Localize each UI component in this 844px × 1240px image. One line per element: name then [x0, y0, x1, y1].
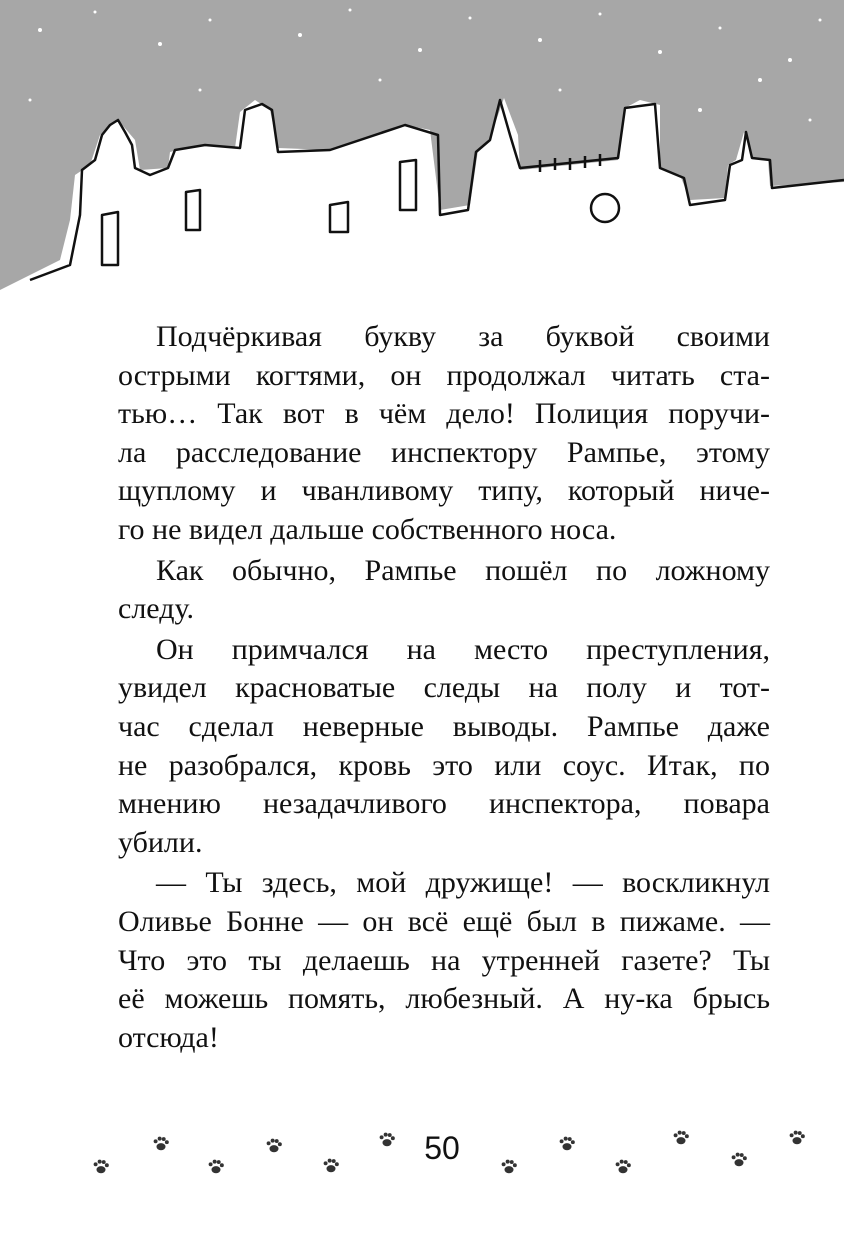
paw-print-icon — [672, 1129, 690, 1147]
paragraph — [118, 318, 770, 550]
paw-print-icon — [265, 1137, 283, 1155]
text-line: увидел красноватые следы на полу и тот- — [118, 671, 770, 705]
text-line: ла расследование инспектору Рампье, этому — [118, 435, 770, 469]
paragraph — [118, 631, 770, 863]
paragraph — [118, 864, 770, 1057]
paw-print-icon — [614, 1158, 632, 1176]
paw-print-icon — [378, 1131, 396, 1149]
paw-print-icon — [152, 1135, 170, 1153]
rooftops-night-illustration — [0, 0, 844, 300]
text-line: — Ты здесь, мой дружище! — воскликнул — [156, 866, 770, 900]
text-line: щуплому и чванливому типу, который ниче- — [118, 474, 770, 508]
story-text — [118, 318, 770, 1059]
paw-print-icon — [92, 1158, 110, 1176]
text-line: Оливье Бонне — он всё ещё был в пижаме. — — [118, 904, 770, 938]
text-line: тью… Так вот в чём дело! Полиция поручи- — [118, 397, 770, 431]
text-line: Он примчался на место преступления, — [156, 632, 770, 666]
text-line: час сделал неверные выводы. Рампье даже — [118, 709, 770, 743]
text-line: её можешь помять, любезный. А ну-ка брысь — [118, 982, 770, 1016]
paw-print-icon — [500, 1158, 518, 1176]
text-line: Подчёркивая букву за буквой своими — [156, 320, 770, 353]
text-line: следу. — [118, 592, 194, 626]
text-line: го не видел дальше собственного носа. — [118, 512, 617, 546]
text-line: мнению незадачливого инспектора, повара — [118, 787, 770, 821]
text-line: Как обычно, Рампье пошёл по ложному — [156, 553, 770, 587]
text-line: отсюда! — [118, 1020, 219, 1054]
paw-print-icon — [207, 1158, 225, 1176]
paw-print-icon — [322, 1157, 340, 1175]
paw-print-icon — [788, 1129, 806, 1147]
text-line: не разобрался, кровь это или соус. Итак, по — [118, 748, 770, 782]
text-line: острыми когтями, он продолжал читать ста- — [118, 358, 770, 392]
paw-print-icon — [730, 1151, 748, 1169]
text-line: убили. — [118, 825, 203, 859]
text-line: Что это ты делаешь на утренней газете? Ты — [118, 943, 770, 977]
paw-print-icon — [558, 1135, 576, 1153]
page-number: 50 — [424, 1130, 460, 1166]
paragraph — [118, 552, 770, 629]
rooftops-illustration — [0, 0, 844, 300]
